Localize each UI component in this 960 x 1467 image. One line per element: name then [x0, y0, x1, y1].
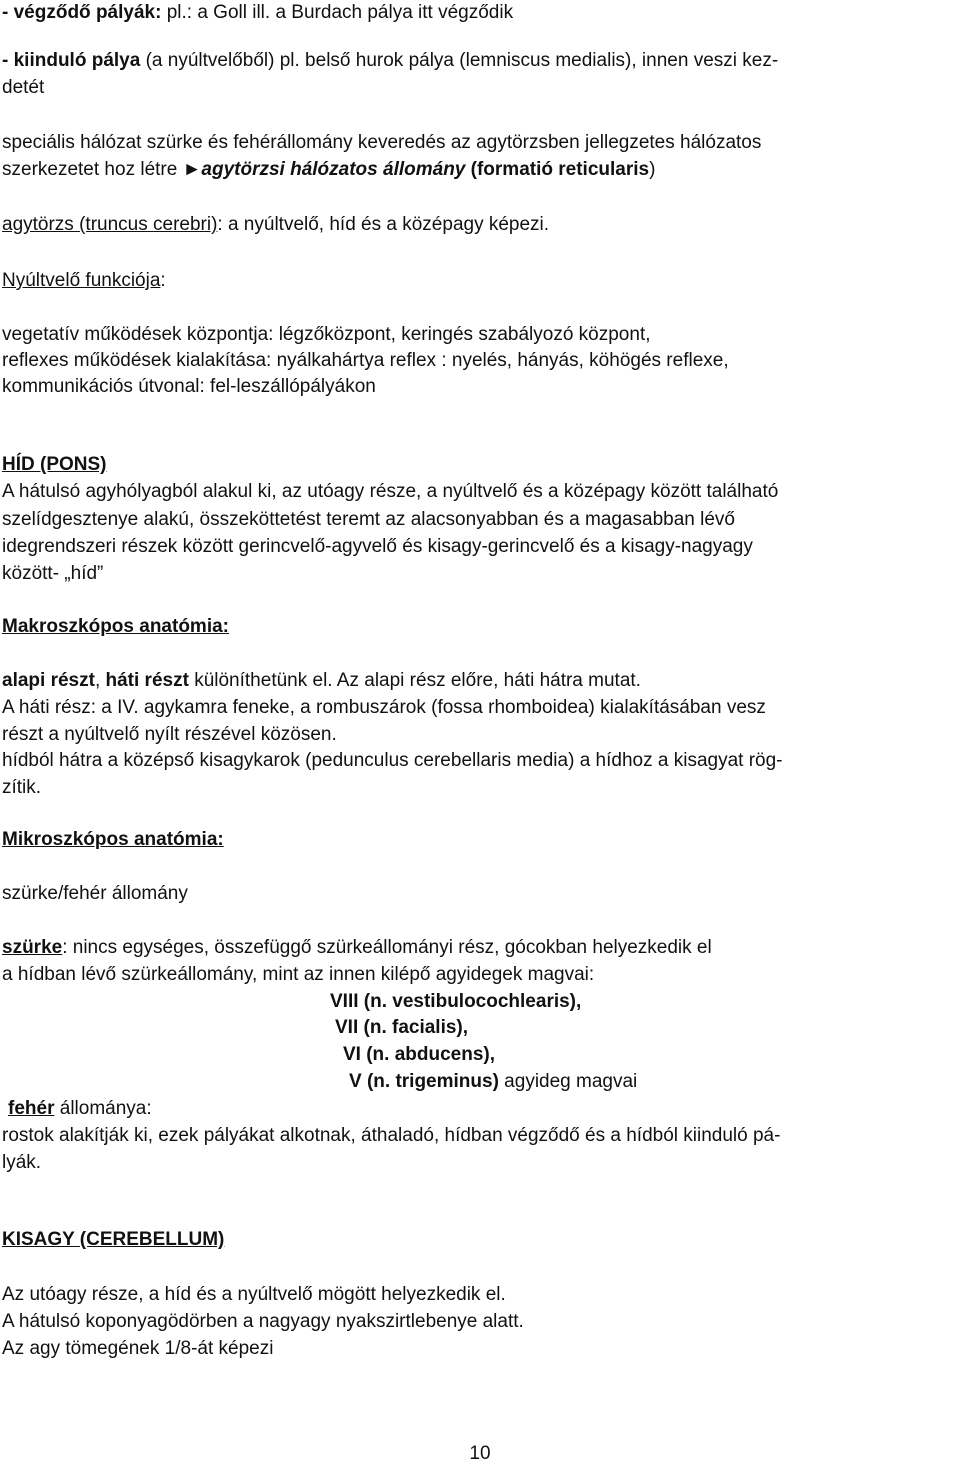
- grey-matter-line-2: [2, 962, 594, 988]
- brainstem-term: agytörzs (truncus cerebri): [2, 214, 218, 235]
- nerve-vi: [343, 1042, 495, 1068]
- ending-tracts-text: pl.: a Goll ill. a Burdach pálya itt végződik: [161, 2, 514, 23]
- grey-matter-term: szürke: [2, 937, 63, 958]
- nerve-v-suffix: agyideg magvai: [498, 1071, 638, 1092]
- pons-title: HÍD (PONS): [2, 454, 107, 475]
- nerve-vii: [335, 1015, 468, 1041]
- cerebellum-line-3: [2, 1336, 273, 1362]
- white-matter-line: [8, 1096, 152, 1122]
- micro-text-1: szürke/fehér állomány: [2, 883, 188, 904]
- starting-tract-line-2: [2, 75, 44, 101]
- brainstem-text: : a nyúltvelő, híd és a középagy képezi.: [217, 214, 550, 235]
- starting-tract-line: [2, 48, 778, 74]
- macro-text-5: zítik.: [2, 777, 42, 798]
- pons-text-2: szelídgesztenye alakú, összeköttetést teremt az alacsonyabban és a magasabban lévő: [2, 509, 735, 530]
- brainstem-line: [2, 212, 549, 238]
- cerebellum-line-1: [2, 1282, 506, 1308]
- macro-line-3: [2, 722, 337, 748]
- nerve-v: [349, 1069, 637, 1095]
- basal-part-term: alapi részt: [2, 670, 95, 691]
- pons-line-1: [2, 479, 778, 505]
- macro-line-5: [2, 775, 41, 801]
- starting-tract-label: - kiinduló pálya: [2, 50, 141, 71]
- function-line-3: [2, 374, 376, 400]
- white-matter-term: fehér: [8, 1098, 55, 1119]
- arrow-icon: ►: [182, 159, 202, 180]
- nerve-viii: [330, 989, 581, 1015]
- pons-text-3: idegrendszeri részek között gerincvelő-agyvelő és kisagy-gerincvelő és a kisagy-nagyagy: [2, 536, 753, 557]
- function-text-2: reflexes működések kialakítása: nyálkahártya reflex : nyelés, hányás, köhögés reflexe,: [2, 350, 729, 371]
- grey-matter-text-2: a hídban lévő szürkeállomány, mint az innen kilépő agyidegek magvai:: [2, 964, 595, 985]
- macro-text-3: részt a nyúltvelő nyílt részével közösen.: [2, 724, 337, 745]
- function-line-1: [2, 322, 651, 348]
- reticular-latin: (formatió reticularis: [465, 159, 650, 180]
- cerebellum-line-2: [2, 1309, 524, 1335]
- micro-line-1: [2, 881, 188, 907]
- reticular-line-2: [2, 157, 655, 183]
- pons-line-4: [2, 561, 103, 587]
- cerebellum-text-2: A hátulsó koponyagödörben a nagyagy nyakszirtlebenye alatt.: [2, 1311, 524, 1332]
- grey-matter-text-1: : nincs egységes, összefüggő szürkeállományi rész, gócokban helyezkedik el: [62, 937, 712, 958]
- macro-text-2: A háti rész: a IV. agykamra feneke, a rombuszárok (fossa rhomboidea) kialakításában vesz: [2, 697, 766, 718]
- macro-line-1: [2, 668, 641, 694]
- reticular-line-1: [2, 130, 761, 156]
- micro-anatomy-title: Mikroszkópos anatómia:: [2, 829, 224, 850]
- pons-text-1: A hátulsó agyhólyagból alakul ki, az utóagy része, a nyúltvelő és a középagy között található: [2, 481, 779, 502]
- function-text-1: vegetatív működések központja: légzőközpont, keringés szabályozó központ,: [2, 324, 651, 345]
- reticular-close: ): [649, 159, 656, 180]
- function-line-2: [2, 348, 729, 374]
- starting-tract-text: (a nyúltvelőből) pl. belső hurok pálya (lemniscus medialis), innen veszi kez-: [140, 50, 779, 71]
- macro-line-2: [2, 695, 766, 721]
- dorsal-part-term: háti részt: [105, 670, 189, 691]
- function-text-3: kommunikációs útvonal: fel-leszállópályákon: [2, 376, 376, 397]
- macro-line-4: [2, 748, 782, 774]
- macro-text-4: hídból hátra a középső kisagykarok (pedunculus cerebellaris media) a hídhoz a kisagyat rög-: [2, 750, 783, 771]
- reticular-term: agytörzsi hálózatos állomány: [201, 159, 466, 180]
- cerebellum-title: KISAGY (CEREBELLUM): [2, 1229, 225, 1250]
- pons-line-2: [2, 507, 735, 533]
- nerve-v-text: V (n. trigeminus): [349, 1071, 499, 1092]
- pons-text-4: között- „híd”: [2, 563, 104, 584]
- nerve-vi-text: VI (n. abducens),: [343, 1044, 496, 1065]
- ending-tracts-label: - végződő pályák:: [2, 2, 162, 23]
- white-matter-line-3: [2, 1150, 41, 1176]
- macro-comma: ,: [94, 670, 106, 691]
- cerebellum-heading: [2, 1227, 224, 1253]
- micro-anatomy-heading: [2, 827, 224, 853]
- macro-anatomy-heading: [2, 614, 229, 640]
- page-number: 10: [469, 1443, 491, 1464]
- macro-text-1: különíthetünk el. Az alapi rész előre, háti hátra mutat.: [188, 670, 641, 691]
- white-matter-line-2: [2, 1123, 780, 1149]
- nerve-viii-text: VIII (n. vestibulocochlearis),: [330, 991, 582, 1012]
- nerve-vii-text: VII (n. facialis),: [335, 1017, 469, 1038]
- reticular-text-2: szerkezetet hoz létre: [2, 159, 183, 180]
- medulla-function-heading: [2, 268, 166, 294]
- pons-line-3: [2, 534, 753, 560]
- white-matter-text-2: rostok alakítják ki, ezek pályákat alkotnak, áthaladó, hídban végződő és a hídból kiinduló pá-: [2, 1125, 781, 1146]
- medulla-function-title: Nyúltvelő funkciója: [2, 270, 161, 291]
- ending-tracts-line: [2, 0, 513, 26]
- grey-matter-line-1: [2, 935, 712, 961]
- medulla-function-colon: :: [160, 270, 166, 291]
- cerebellum-text-3: Az agy tömegének 1/8-át képezi: [2, 1338, 274, 1359]
- macro-anatomy-title: Makroszkópos anatómia:: [2, 616, 229, 637]
- reticular-text-1: speciális hálózat szürke és fehérállomány keveredés az agytörzsben jellegzetes hálózatos: [2, 132, 762, 153]
- starting-tract-text-2: detét: [2, 77, 45, 98]
- pons-heading: [2, 452, 107, 478]
- white-matter-text-3: lyák.: [2, 1152, 42, 1173]
- cerebellum-text-1: Az utóagy része, a híd és a nyúltvelő mögött helyezkedik el.: [2, 1284, 506, 1305]
- white-matter-text: állománya:: [54, 1098, 152, 1119]
